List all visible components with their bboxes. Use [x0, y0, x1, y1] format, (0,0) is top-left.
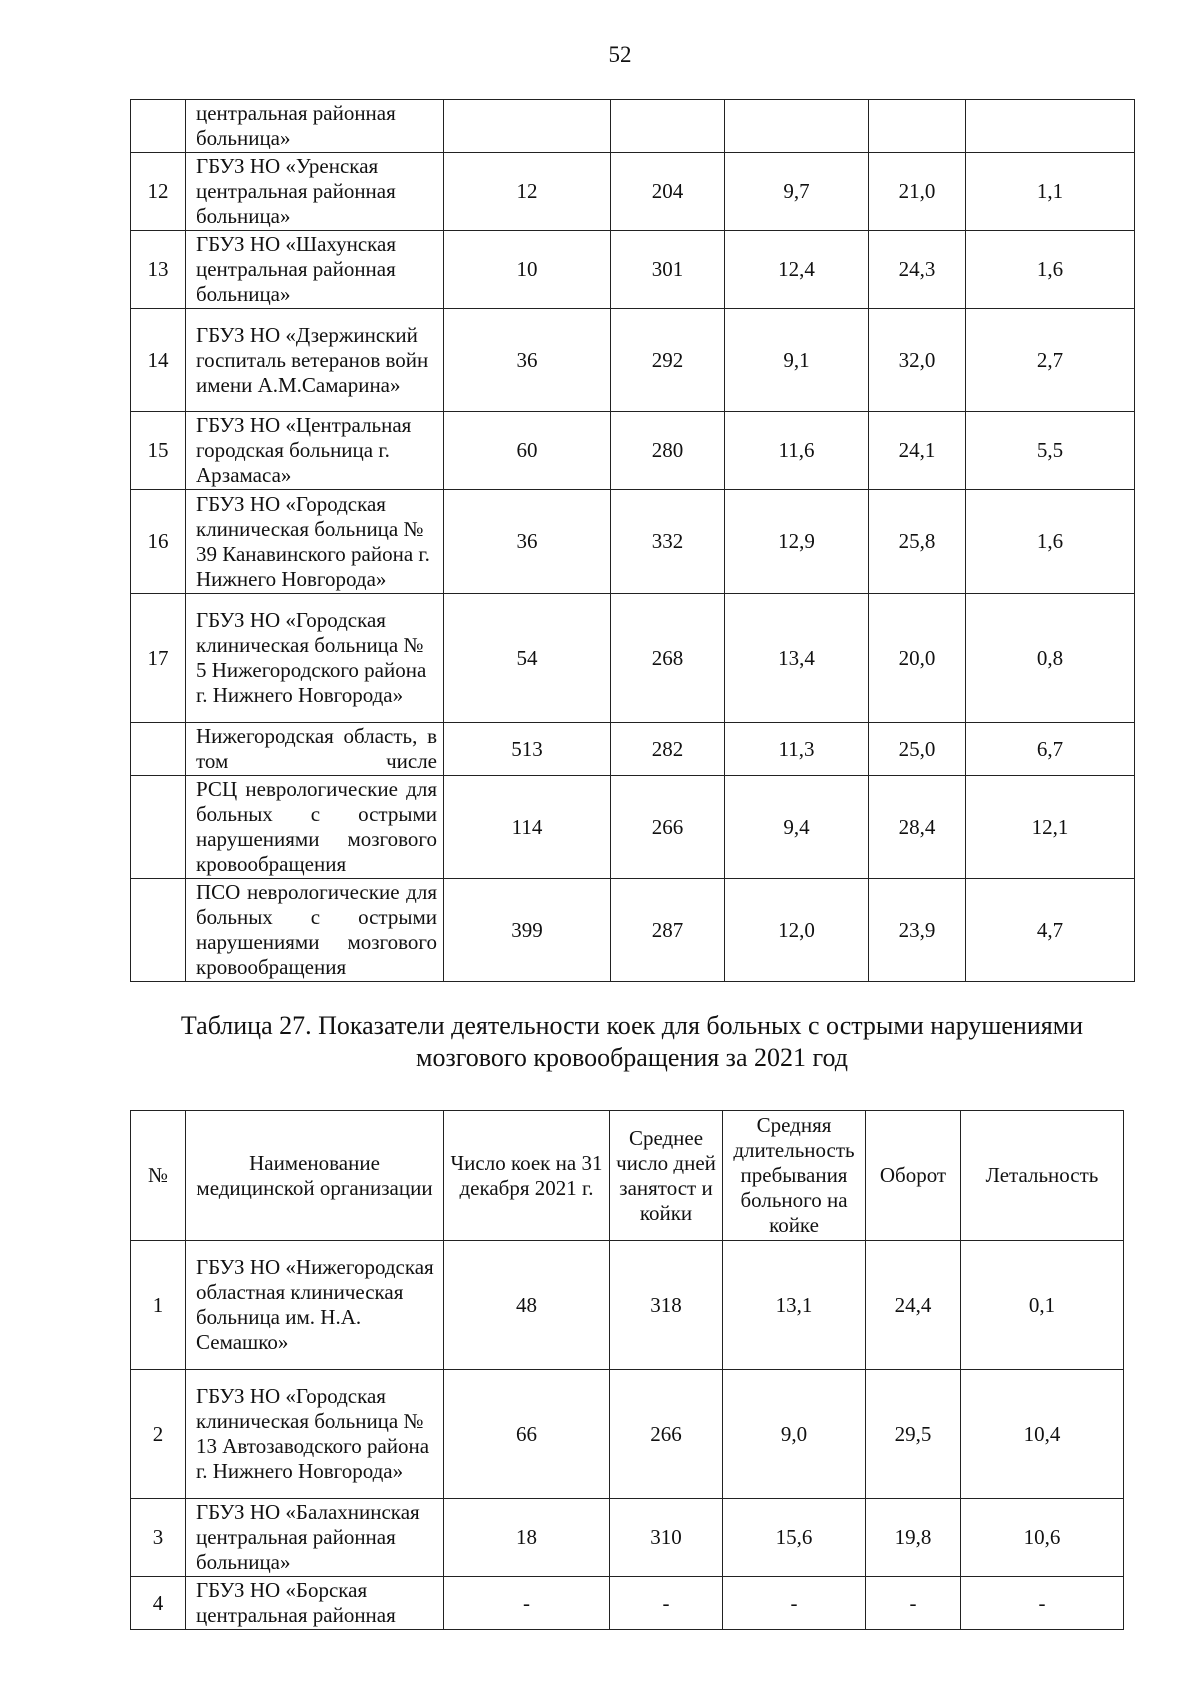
- table-row: [131, 490, 1135, 594]
- avg-stay: 11,3: [725, 723, 869, 776]
- occupancy-days: 204: [611, 153, 725, 231]
- occupancy-days: -: [610, 1577, 723, 1630]
- occupancy-days: 282: [611, 723, 725, 776]
- avg-stay: 15,6: [723, 1499, 866, 1577]
- occupancy-days: 268: [611, 594, 725, 723]
- row-number: [131, 723, 186, 776]
- table-row: [131, 1370, 1124, 1499]
- occupancy-days: 318: [610, 1241, 723, 1370]
- beds-count: 60: [444, 412, 611, 490]
- table-row: [131, 723, 1135, 776]
- lethality: 4,7: [966, 879, 1135, 982]
- occupancy-days: 332: [611, 490, 725, 594]
- avg-stay: -: [723, 1577, 866, 1630]
- row-number: 17: [131, 594, 186, 723]
- row-number: 15: [131, 412, 186, 490]
- bed-turnover: 19,8: [866, 1499, 961, 1577]
- beds-count: 36: [444, 490, 611, 594]
- lethality: 1,1: [966, 153, 1135, 231]
- bed-turnover: 20,0: [869, 594, 966, 723]
- lethality: 2,7: [966, 309, 1135, 412]
- organization-name: ГБУЗ НО «Борская центральная районная: [186, 1577, 444, 1630]
- table-row: [131, 879, 1135, 982]
- table-row: [131, 594, 1135, 723]
- beds-count: 12: [444, 153, 611, 231]
- row-number: 13: [131, 231, 186, 309]
- header-number: №: [131, 1111, 186, 1241]
- organization-name: ГБУЗ НО «Уренская центральная районная больница»: [186, 153, 444, 231]
- organization-name: ГБУЗ НО «Нижегородская областная клиническая больница им. Н.А. Семашко»: [186, 1241, 444, 1370]
- lethality: -: [961, 1577, 1124, 1630]
- table-header-row: [131, 1111, 1124, 1241]
- row-number: 4: [131, 1577, 186, 1630]
- lethality: 5,5: [966, 412, 1135, 490]
- lethality: 12,1: [966, 776, 1135, 879]
- table-row: [131, 1577, 1124, 1630]
- table-caption: Таблица 27. Показатели деятельности коек для больных с острыми нарушениями мозгового кровообращения за 2021 год: [180, 1011, 1084, 1072]
- avg-stay: 11,6: [725, 412, 869, 490]
- beds-count: 513: [444, 723, 611, 776]
- table-row: [131, 1499, 1124, 1577]
- lethality: [966, 100, 1135, 153]
- organization-name: ГБУЗ НО «Городская клиническая больница № 39 Канавинского района г. Нижнего Новгорода»: [186, 490, 444, 594]
- header-avg-stay: Средняя длительность пребывания больного на койке: [723, 1111, 866, 1241]
- avg-stay: 13,1: [723, 1241, 866, 1370]
- avg-stay: 9,1: [725, 309, 869, 412]
- header-organization: Наименование медицинской организации: [186, 1111, 444, 1241]
- lethality: 0,1: [961, 1241, 1124, 1370]
- beds-count: -: [444, 1577, 610, 1630]
- row-number: 3: [131, 1499, 186, 1577]
- beds-count: 114: [444, 776, 611, 879]
- table-row: [131, 776, 1135, 879]
- beds-count: 54: [444, 594, 611, 723]
- organization-name: ГБУЗ НО «Городская клиническая больница № 13 Автозаводского района г. Нижнего Новгорода»: [186, 1370, 444, 1499]
- occupancy-days: 292: [611, 309, 725, 412]
- row-number: [131, 100, 186, 153]
- bed-turnover: 32,0: [869, 309, 966, 412]
- occupancy-days: 266: [611, 776, 725, 879]
- row-number: 2: [131, 1370, 186, 1499]
- avg-stay: 12,9: [725, 490, 869, 594]
- avg-stay: 12,0: [725, 879, 869, 982]
- avg-stay: 9,0: [723, 1370, 866, 1499]
- beds-count: [444, 100, 611, 153]
- avg-stay: 9,7: [725, 153, 869, 231]
- bed-turnover: 23,9: [869, 879, 966, 982]
- lethality: 10,4: [961, 1370, 1124, 1499]
- table-row: [131, 1241, 1124, 1370]
- organization-name: ГБУЗ НО «Шахунская центральная районная больница»: [186, 231, 444, 309]
- occupancy-days: 280: [611, 412, 725, 490]
- lethality: 1,6: [966, 490, 1135, 594]
- header-beds: Число коек на 31 декабря 2021 г.: [444, 1111, 610, 1241]
- table-row: [131, 100, 1135, 153]
- row-number: 12: [131, 153, 186, 231]
- header-turnover: Оборот: [866, 1111, 961, 1241]
- lethality: 10,6: [961, 1499, 1124, 1577]
- bed-turnover: 25,8: [869, 490, 966, 594]
- organization-name: Нижегородская область, в том числе: [186, 723, 444, 776]
- bed-turnover: 24,4: [866, 1241, 961, 1370]
- occupancy-days: 266: [610, 1370, 723, 1499]
- bed-turnover: [869, 100, 966, 153]
- header-lethality: Летальность: [961, 1111, 1124, 1241]
- lethality: 6,7: [966, 723, 1135, 776]
- row-number: 1: [131, 1241, 186, 1370]
- bed-turnover: 29,5: [866, 1370, 961, 1499]
- bed-turnover: -: [866, 1577, 961, 1630]
- bed-turnover: 25,0: [869, 723, 966, 776]
- beds-count: 66: [444, 1370, 610, 1499]
- lethality: 1,6: [966, 231, 1135, 309]
- row-number: 14: [131, 309, 186, 412]
- table-27: [130, 1110, 1124, 1630]
- avg-stay: 9,4: [725, 776, 869, 879]
- beds-count: 18: [444, 1499, 610, 1577]
- occupancy-days: 301: [611, 231, 725, 309]
- organization-name: ГБУЗ НО «Центральная городская больница г. Арзамаса»: [186, 412, 444, 490]
- organization-name: ГБУЗ НО «Городская клиническая больница № 5 Нижегородского района г. Нижнего Новгорода»: [186, 594, 444, 723]
- table-row: [131, 309, 1135, 412]
- beds-count: 399: [444, 879, 611, 982]
- organization-name: РСЦ неврологические для больных с острыми нарушениями мозгового кровообращения: [186, 776, 444, 879]
- table-row: [131, 231, 1135, 309]
- bed-turnover: 21,0: [869, 153, 966, 231]
- organization-name: ПСО неврологические для больных с острыми нарушениями мозгового кровообращения: [186, 879, 444, 982]
- avg-stay: [725, 100, 869, 153]
- bed-turnover: 28,4: [869, 776, 966, 879]
- occupancy-days: [611, 100, 725, 153]
- page-number: 52: [608, 42, 632, 67]
- bed-stats-table-continued: [130, 99, 1135, 982]
- organization-name: центральная районная больница»: [186, 100, 444, 153]
- occupancy-days: 287: [611, 879, 725, 982]
- organization-name: ГБУЗ НО «Балахнинская центральная районная больница»: [186, 1499, 444, 1577]
- avg-stay: 13,4: [725, 594, 869, 723]
- lethality: 0,8: [966, 594, 1135, 723]
- table-row: [131, 412, 1135, 490]
- bed-turnover: 24,1: [869, 412, 966, 490]
- beds-count: 10: [444, 231, 611, 309]
- organization-name: ГБУЗ НО «Дзержинский госпиталь ветеранов войн имени А.М.Самарина»: [186, 309, 444, 412]
- bed-turnover: 24,3: [869, 231, 966, 309]
- beds-count: 48: [444, 1241, 610, 1370]
- row-number: [131, 776, 186, 879]
- row-number: [131, 879, 186, 982]
- avg-stay: 12,4: [725, 231, 869, 309]
- occupancy-days: 310: [610, 1499, 723, 1577]
- table-row: [131, 153, 1135, 231]
- beds-count: 36: [444, 309, 611, 412]
- row-number: 16: [131, 490, 186, 594]
- header-occupancy-days: Среднее число дней занятост и койки: [610, 1111, 723, 1241]
